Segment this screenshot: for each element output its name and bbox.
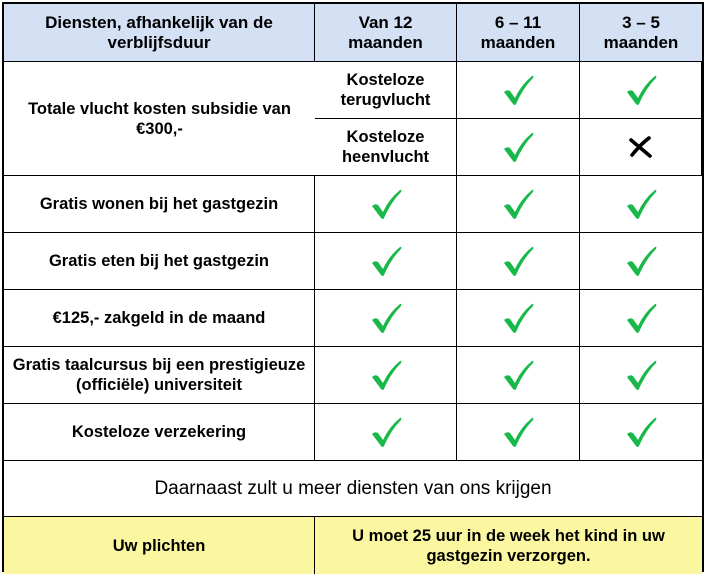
checkmark-icon xyxy=(457,176,580,233)
checkmark-icon xyxy=(315,347,457,404)
row-label: €125,- zakgeld in de maand xyxy=(4,290,315,347)
checkmark-icon xyxy=(580,347,702,404)
checkmark-icon xyxy=(457,119,580,176)
row-label: Kosteloze verzekering xyxy=(4,404,315,461)
checkmark-icon xyxy=(580,176,702,233)
checkmark-icon xyxy=(457,233,580,290)
checkmark-icon xyxy=(580,233,702,290)
flight-subsidy-note: Totale vlucht kosten subsidie van €300,- xyxy=(4,62,315,176)
row-label: Gratis eten bij het gastgezin xyxy=(4,233,315,290)
checkmark-icon xyxy=(457,404,580,461)
cross-icon xyxy=(580,119,702,176)
checkmark-icon xyxy=(580,290,702,347)
row-label: Kosteloze terugvlucht xyxy=(315,62,457,119)
checkmark-icon xyxy=(315,290,457,347)
checkmark-icon xyxy=(315,404,457,461)
row-label: Gratis wonen bij het gastgezin xyxy=(4,176,315,233)
row-label: Kosteloze heenvlucht xyxy=(315,119,457,176)
row-label: Gratis taalcursus bij een prestigieuze (officiële) universiteit xyxy=(4,347,315,404)
checkmark-icon xyxy=(315,233,457,290)
checkmark-icon xyxy=(457,347,580,404)
checkmark-icon xyxy=(315,176,457,233)
extra-services-note: Daarnaast zult u meer diensten van ons krijgen xyxy=(4,461,702,517)
header-6-11-months: 6 – 11 maanden xyxy=(457,4,580,62)
checkmark-icon xyxy=(457,290,580,347)
checkmark-icon xyxy=(457,62,580,119)
header-12-months: Van 12 maanden xyxy=(315,4,457,62)
duties-label: Uw plichten xyxy=(4,517,315,574)
checkmark-icon xyxy=(580,404,702,461)
header-3-5-months: 3 – 5 maanden xyxy=(580,4,702,62)
services-table xyxy=(2,2,704,572)
checkmark-icon xyxy=(580,62,702,119)
duties-text: U moet 25 uur in de week het kind in uw gastgezin verzorgen. xyxy=(315,517,702,574)
header-services: Diensten, afhankelijk van de verblijfsduur xyxy=(4,4,315,62)
